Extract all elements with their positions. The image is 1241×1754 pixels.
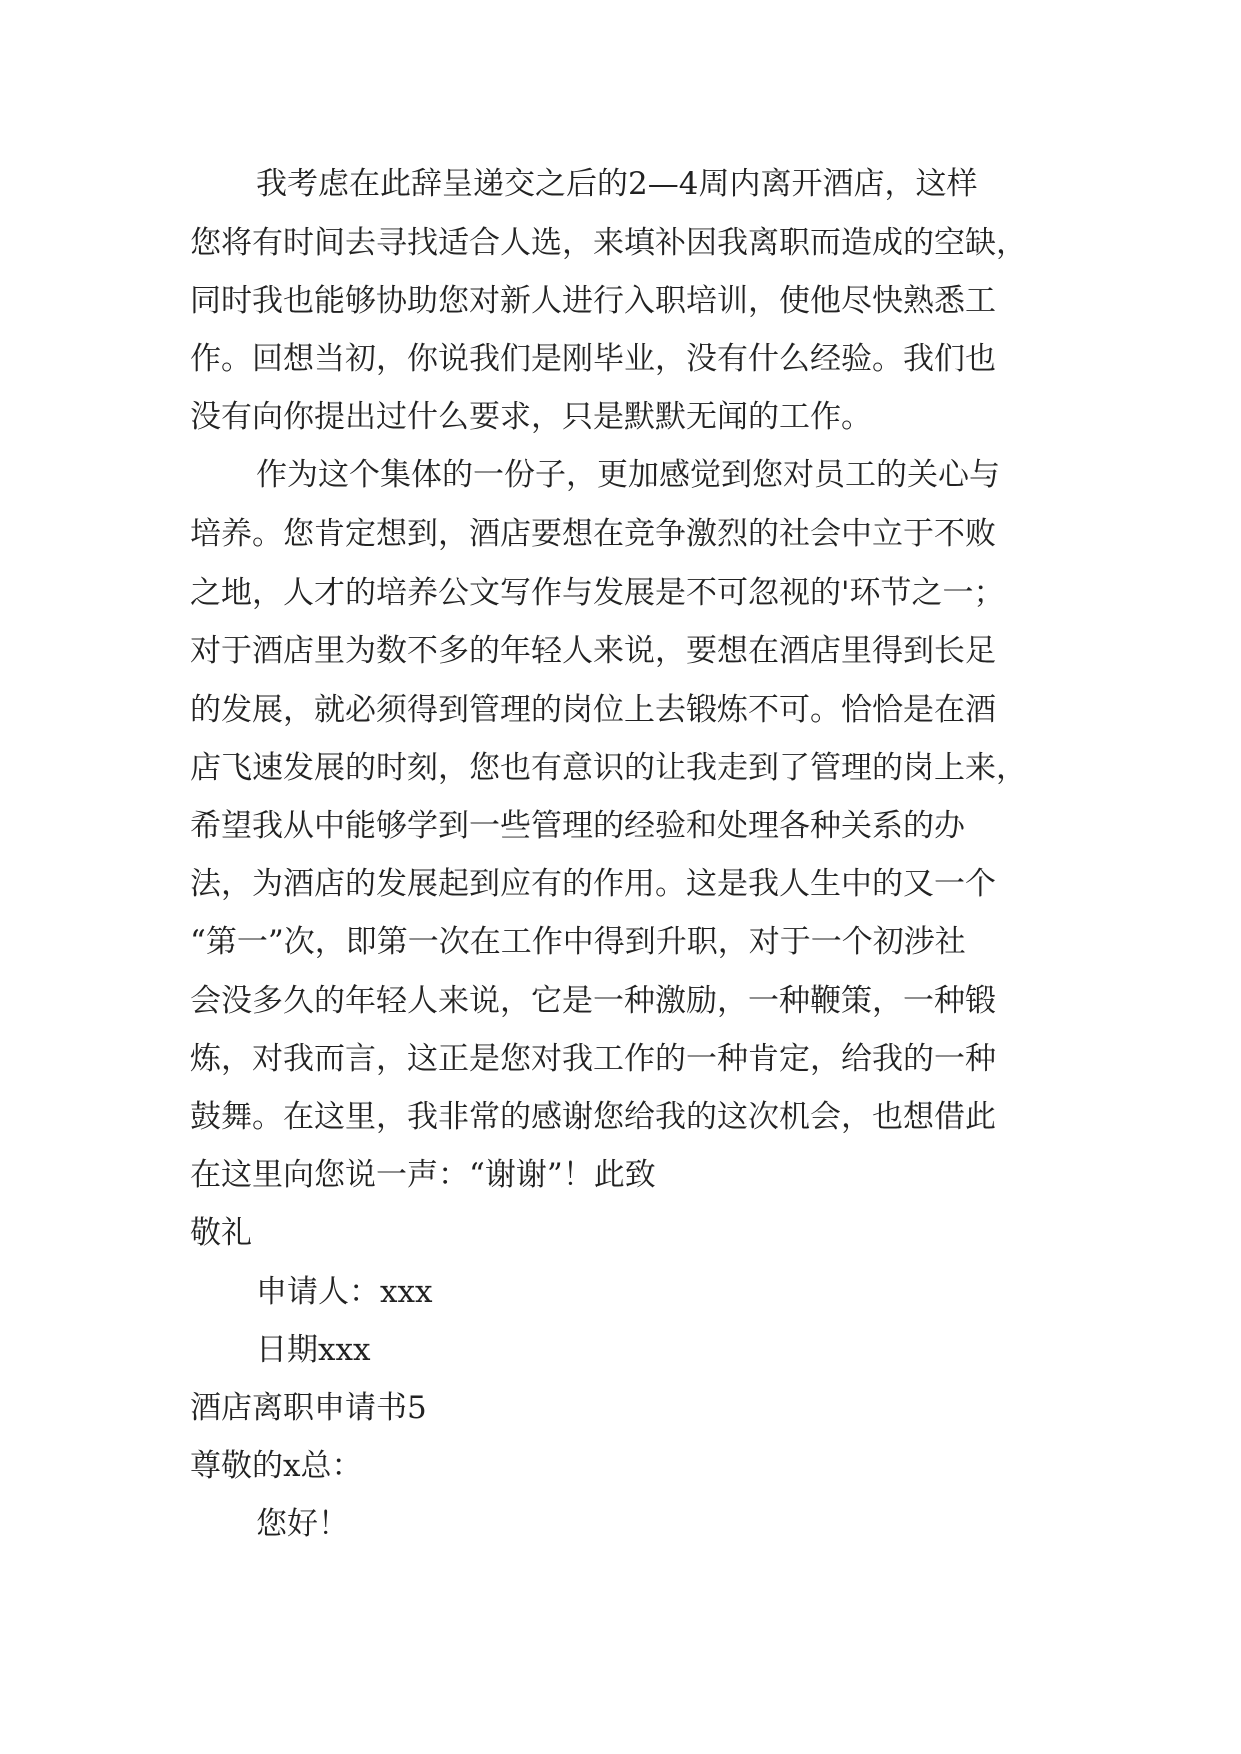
- paragraph-2-line-13: 在这里向您说一声：“谢谢”！此致: [190, 1157, 656, 1193]
- paragraph-2-line-10: 会没多久的年轻人来说，它是一种激励，一种鞭策，一种锻: [190, 983, 996, 1019]
- paragraph-1-line-5: 没有向你提出过什么要求，只是默默无闻的工作。: [190, 399, 872, 435]
- paragraph-1-line-2: 您将有时间去寻找适合人选，来填补因我离职而造成的空缺，: [190, 225, 1027, 261]
- paragraph-2-line-9: “第一”次，即第一次在工作中得到升职，对于一个初涉社: [190, 924, 966, 960]
- closing-salutation: 敬礼: [190, 1215, 252, 1251]
- paragraph-1-line-3: 同时我也能够协助您对新人进行入职培训，使他尽快熟悉工: [190, 283, 996, 319]
- paragraph-2-line-12: 鼓舞。在这里，我非常的感谢您给我的这次机会，也想借此: [190, 1099, 996, 1135]
- paragraph-2-line-11: 炼，对我而言，这正是您对我工作的一种肯定，给我的一种: [190, 1041, 996, 1077]
- section-title: 酒店离职申请书5: [190, 1390, 427, 1426]
- paragraph-2-line-3: 之地，人才的培养公文写作与发展是不可忽视的'环节之一；: [190, 575, 1005, 611]
- signature-date: 日期xxx: [256, 1332, 371, 1368]
- paragraph-2-line-8: 法，为酒店的发展起到应有的作用。这是我人生中的又一个: [190, 866, 996, 902]
- paragraph-2-line-1: 作为这个集体的一份子，更加感觉到您对员工的关心与: [256, 457, 1000, 493]
- paragraph-2-line-4: 对于酒店里为数不多的年轻人来说，要想在酒店里得到长足: [190, 633, 996, 669]
- applicant-signature: 申请人：xxx: [256, 1274, 433, 1310]
- letter-addressee: 尊敬的x总：: [190, 1448, 363, 1484]
- paragraph-2-line-6: 店飞速发展的时刻，您也有意识的让我走到了管理的岗上来，: [190, 750, 1027, 786]
- paragraph-2-line-2: 培养。您肯定想到，酒店要想在竞争激烈的社会中立于不败: [190, 516, 996, 552]
- paragraph-1-line-4: 作。回想当初，你说我们是刚毕业，没有什么经验。我们也: [190, 341, 996, 377]
- paragraph-2-line-7: 希望我从中能够学到一些管理的经验和处理各种关系的办: [190, 808, 965, 844]
- paragraph-2-line-5: 的发展，就必须得到管理的岗位上去锻炼不可。恰恰是在酒: [190, 692, 996, 728]
- letter-greeting: 您好！: [256, 1506, 349, 1542]
- paragraph-1-line-1: 我考虑在此辞呈递交之后的2—4周内离开酒店，这样: [256, 166, 978, 202]
